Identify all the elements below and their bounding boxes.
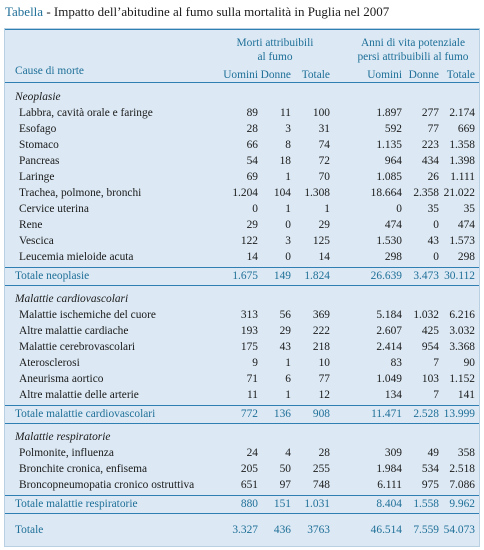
- row-value-cell: 425: [421, 325, 439, 337]
- section-total-cell: 1.031: [304, 498, 330, 510]
- section-total-label: Totale malattie respiratorie: [15, 498, 138, 510]
- row-value-cell: 954: [421, 341, 439, 353]
- row-cause-label: Altre malattie delle arterie: [19, 389, 139, 401]
- header-top-rule: [5, 29, 479, 30]
- row-value-cell: 0: [433, 251, 439, 263]
- row-value-cell: 1: [285, 357, 291, 369]
- section-total-cell: 1.558: [413, 498, 439, 510]
- row-value-cell: 313: [240, 309, 258, 321]
- grand-total-cell: 54.073: [443, 524, 475, 536]
- header-group-years-line2: persi attribuibili al fumo: [357, 51, 469, 63]
- row-value-cell: 0: [285, 251, 291, 263]
- row-value-cell: 1.204: [232, 187, 258, 199]
- row-cause-label: Malattie ischemiche del cuore: [19, 309, 156, 321]
- row-value-cell: 3.032: [449, 325, 475, 337]
- row-cause-label: Aneurisma aortico: [19, 373, 104, 385]
- section-heading: Malattie respiratorie: [15, 431, 111, 443]
- row-value-cell: 1.111: [450, 171, 475, 183]
- row-value-cell: 71: [246, 373, 258, 385]
- row-cause-label: Malattie cerebrovascolari: [19, 341, 136, 353]
- section-total-top-rule: [5, 267, 479, 268]
- row-value-cell: 134: [384, 389, 402, 401]
- section-total-cell: 880: [240, 498, 258, 510]
- grand-total-cell: 436: [273, 524, 291, 536]
- row-value-cell: 77: [427, 123, 439, 135]
- section-total-cell: 908: [312, 408, 330, 420]
- grand-total-label: Totale: [15, 524, 44, 536]
- grand-total-cell: 46.514: [370, 524, 402, 536]
- row-value-cell: 2.358: [413, 187, 439, 199]
- row-value-cell: 1.573: [449, 235, 475, 247]
- row-value-cell: 103: [421, 373, 439, 385]
- header-bottom-rule: [5, 82, 479, 83]
- row-value-cell: 28: [246, 123, 258, 135]
- row-value-cell: 175: [240, 341, 258, 353]
- row-value-cell: 43: [279, 341, 291, 353]
- row-value-cell: 2.518: [449, 463, 475, 475]
- row-cause-label: Trachea, polmone, bronchi: [19, 187, 142, 199]
- row-value-cell: 205: [240, 463, 258, 475]
- row-value-cell: 1: [285, 389, 291, 401]
- row-value-cell: 72: [318, 155, 330, 167]
- section-total-bottom-rule: [5, 423, 479, 424]
- row-cause-label: Laringe: [19, 171, 55, 183]
- row-cause-label: Bronchite cronica, enfisema: [19, 463, 148, 475]
- row-value-cell: 26: [427, 171, 439, 183]
- mortality-table: [4, 28, 480, 547]
- row-value-cell: 35: [463, 203, 475, 215]
- row-value-cell: 1.049: [376, 373, 402, 385]
- row-value-cell: 141: [457, 389, 475, 401]
- section-total-top-rule: [5, 405, 479, 406]
- row-value-cell: 298: [457, 251, 475, 263]
- row-value-cell: 29: [279, 325, 291, 337]
- row-value-cell: 434: [421, 155, 439, 167]
- section-total-cell: 3.473: [413, 270, 439, 282]
- section-total-label: Totale malattie cardiovascolari: [15, 408, 156, 420]
- row-value-cell: 125: [312, 235, 330, 247]
- row-value-cell: 8: [285, 139, 291, 151]
- row-value-cell: 358: [457, 447, 475, 459]
- row-cause-label: Vescica: [19, 235, 54, 247]
- row-value-cell: 49: [427, 447, 439, 459]
- section-total-cell: 13.999: [443, 408, 475, 420]
- row-value-cell: 0: [433, 219, 439, 231]
- row-value-cell: 1.984: [376, 463, 402, 475]
- row-value-cell: 66: [246, 139, 258, 151]
- row-cause-label: Pancreas: [19, 155, 60, 167]
- row-value-cell: 1.398: [449, 155, 475, 167]
- row-cause-label: Labbra, cavità orale e faringe: [19, 107, 153, 119]
- row-value-cell: 534: [421, 463, 439, 475]
- row-value-cell: 43: [427, 235, 439, 247]
- row-value-cell: 9: [252, 357, 258, 369]
- row-value-cell: 18.664: [370, 187, 402, 199]
- table-title-text: - Impatto dell’abitudine al fumo sulla mortalità in Puglia nel 2007: [43, 4, 390, 19]
- row-value-cell: 474: [384, 219, 402, 231]
- row-value-cell: 100: [312, 107, 330, 119]
- row-value-cell: 474: [457, 219, 475, 231]
- row-cause-label: Broncopneumopatia cronico ostruttiva: [19, 479, 195, 491]
- row-value-cell: 2.414: [376, 341, 402, 353]
- row-value-cell: 0: [252, 203, 258, 215]
- row-value-cell: 21.022: [443, 187, 475, 199]
- grand-total-cell: 3763: [307, 524, 330, 536]
- row-value-cell: 11: [280, 107, 291, 119]
- row-value-cell: 56: [279, 309, 291, 321]
- row-value-cell: 7: [433, 357, 439, 369]
- row-value-cell: 35: [427, 203, 439, 215]
- row-value-cell: 592: [384, 123, 402, 135]
- section-total-cell: 151: [273, 498, 291, 510]
- section-total-cell: 11.471: [371, 408, 402, 420]
- row-value-cell: 1.358: [449, 139, 475, 151]
- header-col-0: Uomini: [223, 69, 258, 81]
- header-col-3: Uomini: [367, 69, 402, 81]
- section-heading: Neoplasie: [15, 91, 61, 103]
- row-value-cell: 975: [421, 479, 439, 491]
- row-value-cell: 1.530: [376, 235, 402, 247]
- row-value-cell: 3: [285, 123, 291, 135]
- row-value-cell: 97: [279, 479, 291, 491]
- header-group-deaths-line1: Morti attribuibili: [236, 37, 314, 49]
- row-value-cell: 69: [246, 171, 258, 183]
- row-value-cell: 28: [318, 447, 330, 459]
- row-value-cell: 1.152: [449, 373, 475, 385]
- row-value-cell: 70: [318, 171, 330, 183]
- row-value-cell: 369: [312, 309, 330, 321]
- row-value-cell: 1.308: [304, 187, 330, 199]
- row-value-cell: 12: [318, 389, 330, 401]
- row-value-cell: 54: [246, 155, 258, 167]
- row-cause-label: Aterosclerosi: [19, 357, 80, 369]
- row-value-cell: 1.135: [376, 139, 402, 151]
- table-title-label: Tabella: [5, 4, 44, 19]
- row-value-cell: 1: [285, 171, 291, 183]
- row-value-cell: 6: [285, 373, 291, 385]
- row-value-cell: 77: [318, 373, 330, 385]
- row-value-cell: 29: [246, 219, 258, 231]
- row-value-cell: 31: [318, 123, 330, 135]
- row-value-cell: 14: [318, 251, 330, 263]
- row-value-cell: 255: [312, 463, 330, 475]
- header-cause-column: Cause di morte: [15, 65, 84, 77]
- row-value-cell: 7.086: [449, 479, 475, 491]
- row-value-cell: 5.184: [376, 309, 402, 321]
- header-col-4: Donne: [408, 69, 439, 81]
- row-value-cell: 4: [285, 447, 291, 459]
- row-value-cell: 2.174: [449, 107, 475, 119]
- row-value-cell: 223: [421, 139, 439, 151]
- section-total-cell: 2.528: [413, 408, 439, 420]
- row-value-cell: 1: [285, 203, 291, 215]
- header-col-1: Donne: [260, 69, 291, 81]
- row-value-cell: 0: [396, 203, 402, 215]
- row-value-cell: 3: [285, 235, 291, 247]
- section-total-bottom-rule: [5, 513, 479, 514]
- row-value-cell: 14: [246, 251, 258, 263]
- row-value-cell: 10: [318, 357, 330, 369]
- row-value-cell: 24: [246, 447, 258, 459]
- section-total-cell: 149: [273, 270, 291, 282]
- header-col-5: Totale: [446, 69, 475, 81]
- header-col-2: Totale: [301, 69, 330, 81]
- section-total-top-rule: [5, 495, 479, 496]
- row-value-cell: 651: [240, 479, 258, 491]
- row-value-cell: 1.897: [376, 107, 402, 119]
- row-cause-label: Cervice uterina: [19, 203, 89, 215]
- row-value-cell: 7: [433, 389, 439, 401]
- row-value-cell: 1.032: [413, 309, 439, 321]
- row-value-cell: 193: [240, 325, 258, 337]
- row-cause-label: Altre malattie cardiache: [19, 325, 129, 337]
- row-value-cell: 89: [246, 107, 258, 119]
- row-value-cell: 104: [273, 187, 291, 199]
- row-value-cell: 6.216: [449, 309, 475, 321]
- row-value-cell: 50: [279, 463, 291, 475]
- header-group-years-line1: Anni di vita potenziale: [360, 37, 466, 49]
- row-value-cell: 6.111: [377, 479, 402, 491]
- section-total-cell: 772: [240, 408, 258, 420]
- section-total-cell: 8.404: [376, 498, 402, 510]
- row-value-cell: 0: [285, 219, 291, 231]
- section-total-cell: 9.962: [449, 498, 475, 510]
- section-total-label: Totale neoplasie: [15, 270, 90, 282]
- row-value-cell: 122: [240, 235, 258, 247]
- row-value-cell: 218: [312, 341, 330, 353]
- section-total-cell: 1.675: [232, 270, 258, 282]
- row-value-cell: 3.368: [449, 341, 475, 353]
- row-cause-label: Leucemia mieloide acuta: [19, 251, 134, 263]
- row-value-cell: 298: [384, 251, 402, 263]
- section-total-bottom-rule: [5, 285, 479, 286]
- row-value-cell: 90: [463, 357, 475, 369]
- row-value-cell: 18: [279, 155, 291, 167]
- row-value-cell: 29: [318, 219, 330, 231]
- section-total-cell: 1.824: [304, 270, 330, 282]
- row-value-cell: 748: [312, 479, 330, 491]
- row-value-cell: 1.085: [376, 171, 402, 183]
- row-value-cell: 74: [318, 139, 330, 151]
- section-heading: Malattie cardiovascolari: [15, 293, 129, 305]
- row-value-cell: 222: [312, 325, 330, 337]
- row-value-cell: 83: [390, 357, 402, 369]
- row-cause-label: Polmonite, influenza: [19, 447, 114, 459]
- row-value-cell: 669: [457, 123, 475, 135]
- section-total-cell: 26.639: [370, 270, 402, 282]
- row-value-cell: 11: [247, 389, 258, 401]
- header-group-deaths-line2: al fumo: [257, 51, 293, 63]
- section-total-cell: 136: [273, 408, 291, 420]
- table-title: [5, 4, 389, 20]
- row-value-cell: 277: [421, 107, 439, 119]
- row-value-cell: 309: [384, 447, 402, 459]
- row-cause-label: Stomaco: [19, 139, 59, 151]
- row-value-cell: 964: [384, 155, 402, 167]
- row-value-cell: 2.607: [376, 325, 402, 337]
- row-cause-label: Rene: [19, 219, 43, 231]
- row-value-cell: 1: [324, 203, 330, 215]
- row-cause-label: Esofago: [19, 123, 57, 135]
- grand-total-cell: 3.327: [232, 524, 258, 536]
- grand-total-cell: 7.559: [413, 524, 439, 536]
- section-total-cell: 30.112: [444, 270, 475, 282]
